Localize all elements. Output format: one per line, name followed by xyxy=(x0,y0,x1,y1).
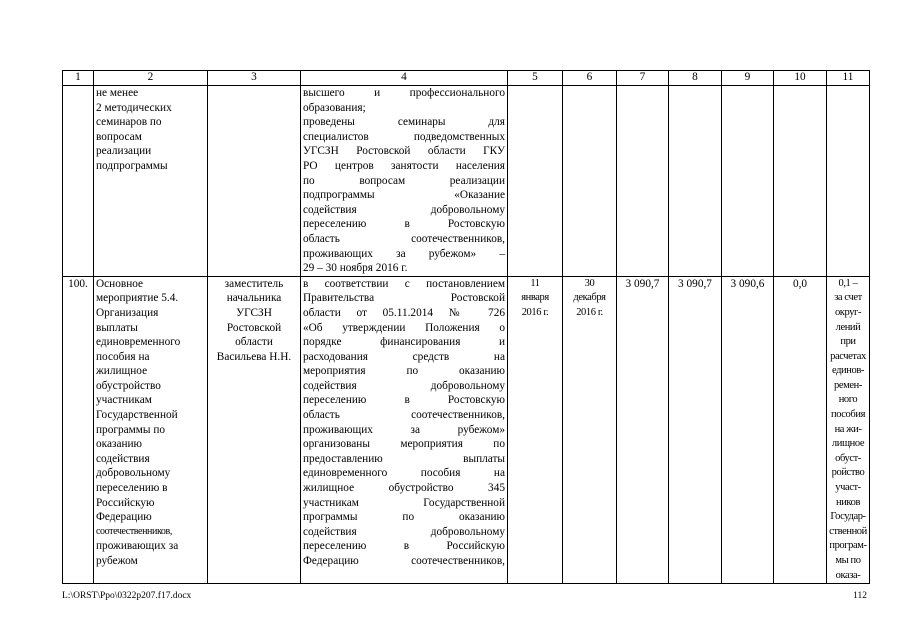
text-line: область соотечественников, xyxy=(303,409,505,422)
text-line: переселению в Ростовскую xyxy=(303,218,505,231)
empty-cell xyxy=(617,86,669,277)
text-line: мы по xyxy=(835,555,861,566)
text-line: обустройство xyxy=(96,379,161,392)
text-line: ного xyxy=(838,394,858,406)
header-cell: 11 xyxy=(827,71,870,86)
empty-cell xyxy=(508,86,563,277)
text-line: заместитель xyxy=(224,277,284,290)
text-line: пособия xyxy=(830,409,866,421)
text-line: «Об утверждении Положения о xyxy=(303,321,505,334)
text-line: жилищное обустройство 345 xyxy=(303,482,505,495)
text-line: содействия добровольному xyxy=(303,525,505,538)
text-line: РО центров занятости населения xyxy=(303,159,505,172)
text-line: 0,1 – xyxy=(838,277,858,289)
text-line: переселению в Ростовскую xyxy=(303,394,505,407)
text-line: проживающих за рубежом» – xyxy=(303,247,505,260)
text-line: 30 xyxy=(584,277,595,289)
result-cell xyxy=(301,276,508,583)
page-number: 112 xyxy=(853,591,867,601)
text-line: содействия добровольному xyxy=(303,379,505,392)
text-line: января xyxy=(521,292,549,304)
text-line: УГСЗН xyxy=(236,306,272,319)
start-date-cell xyxy=(508,276,563,583)
text-line: программы по оказанию xyxy=(303,511,505,524)
text-line: организованы мероприятия по xyxy=(303,438,505,451)
text-line: 2016 г. xyxy=(521,306,549,318)
amount-actual-cell: 3 090,6 xyxy=(722,276,774,583)
empty-cell xyxy=(827,86,870,277)
text-line: ройство xyxy=(831,467,865,479)
header-cell: 1 xyxy=(63,71,94,86)
text-line: переселению в Российскую xyxy=(303,540,505,553)
text-line: на жи- xyxy=(834,423,862,435)
text-line: вопросам xyxy=(96,130,142,143)
text-line: в соответствии с постановлением xyxy=(303,277,505,290)
text-line: Организация xyxy=(96,306,159,319)
header-cell: 5 xyxy=(508,71,563,86)
text-line: единовременного пособия на xyxy=(303,467,505,480)
header-cell: 4 xyxy=(301,71,508,86)
empty-cell xyxy=(563,86,617,277)
text-line: единов- xyxy=(831,365,864,377)
header-cell: 10 xyxy=(774,71,827,86)
responsible-cell xyxy=(208,86,301,277)
text-line: участникам Государственной xyxy=(303,496,505,509)
text-line: Васильева Н.Н. xyxy=(216,350,292,363)
text-line: подпрограммы «Оказание xyxy=(303,189,505,202)
text-line: соотечественников, xyxy=(96,525,172,537)
amount-plan-cell: 3 090,7 xyxy=(617,276,669,583)
text-line: мероприятие 5.4. xyxy=(96,292,179,305)
result-cell xyxy=(301,86,508,277)
text-line: Ростовской xyxy=(226,321,282,334)
table-row-100 xyxy=(63,276,870,583)
indicator-cell xyxy=(94,86,208,277)
row-number-cell xyxy=(63,86,94,277)
header-cell: 3 xyxy=(208,71,301,86)
text-line: мероприятия по оказанию xyxy=(303,365,505,378)
text-line: подпрограммы xyxy=(96,159,168,172)
text-line: Правительства Ростовской xyxy=(303,292,505,305)
text-line: проживающих за xyxy=(96,540,179,553)
text-line: Основное xyxy=(96,277,144,290)
text-line: проведены семинары для xyxy=(303,116,505,129)
text-line: добровольному xyxy=(96,467,171,480)
text-line: Федерацию xyxy=(96,511,152,524)
text-line: участ- xyxy=(835,482,861,494)
text-line: программы по xyxy=(96,423,166,436)
text-line: реализации xyxy=(96,145,152,158)
text-line: лищное xyxy=(831,438,865,450)
table-header-row xyxy=(63,71,870,86)
text-line: Государственной xyxy=(96,409,178,422)
text-line: участникам xyxy=(96,394,152,407)
text-line: расходования средств на xyxy=(303,350,505,363)
text-line: области xyxy=(235,336,273,349)
text-line: по вопросам реализации xyxy=(303,174,505,187)
amount-contract-cell: 0,0 xyxy=(774,276,827,583)
amount-budget-cell: 3 090,7 xyxy=(669,276,722,583)
text-line: начальника xyxy=(226,292,282,305)
text-line: семинаров по xyxy=(96,116,162,129)
text-line: пособия на xyxy=(96,350,150,363)
text-line: области от 05.11.2014 № 726 xyxy=(303,306,505,319)
text-line: Российскую xyxy=(96,496,155,509)
text-line: 29 – 30 ноября 2016 г. xyxy=(303,262,408,275)
text-line: содействия xyxy=(96,452,150,465)
text-line: округ- xyxy=(834,306,862,318)
text-line: ственной xyxy=(829,525,867,537)
header-cell: 7 xyxy=(617,71,669,86)
empty-cell xyxy=(774,86,827,277)
text-line: порядке финансирования и xyxy=(303,336,505,349)
table-row-continued xyxy=(63,86,870,277)
text-line: предоставлению выплаты xyxy=(303,452,505,465)
text-line: ников xyxy=(835,496,860,508)
header-cell: 8 xyxy=(669,71,722,86)
text-line: Государ- xyxy=(830,511,866,523)
text-line: специалистов подведомственных xyxy=(303,130,505,143)
text-line: ремен- xyxy=(834,379,862,391)
text-line: лений xyxy=(835,321,861,333)
text-line: обуст- xyxy=(835,452,861,464)
text-line: Федерацию соотечественников, xyxy=(303,555,505,567)
text-line: переселению в xyxy=(96,482,168,495)
header-cell: 2 xyxy=(94,71,208,86)
header-cell: 9 xyxy=(722,71,774,86)
text-line: не менее xyxy=(96,87,139,99)
text-line: декабря xyxy=(573,292,606,304)
empty-cell xyxy=(722,86,774,277)
text-line: оказа- xyxy=(835,569,861,581)
text-line: выплаты xyxy=(96,321,138,334)
report-table xyxy=(62,70,870,584)
text-line: содействия добровольному xyxy=(303,203,505,216)
text-line: 2 методических xyxy=(96,101,172,114)
header-cell: 6 xyxy=(563,71,617,86)
text-line: УГСЗН Ростовской области ГКУ xyxy=(303,145,505,158)
text-line: жилищное xyxy=(96,365,148,378)
activity-name-cell xyxy=(94,276,208,583)
text-line: расчетах xyxy=(830,350,866,362)
end-date-cell xyxy=(563,276,617,583)
responsible-cell xyxy=(208,276,301,583)
text-line: область соотечественников, xyxy=(303,232,505,245)
file-path: L:\ORST\Ppo\0322p207.f17.docx xyxy=(62,591,192,601)
deviation-note-cell xyxy=(827,276,870,583)
text-line: проживающих за рубежом» xyxy=(303,423,505,436)
text-line: единовременного xyxy=(96,336,181,349)
text-line: за счет xyxy=(834,292,862,304)
text-line: высшего и профессионального xyxy=(303,87,505,99)
text-line: програм- xyxy=(829,540,867,552)
text-line: образования; xyxy=(303,101,366,114)
row-number-cell: 100. xyxy=(63,276,94,583)
text-line: 2016 г. xyxy=(576,306,603,318)
empty-cell xyxy=(669,86,722,277)
text-line: при xyxy=(840,336,856,348)
text-line: 11 xyxy=(530,277,540,289)
text-line: рубежом xyxy=(96,555,138,567)
text-line: оказанию xyxy=(96,438,142,451)
